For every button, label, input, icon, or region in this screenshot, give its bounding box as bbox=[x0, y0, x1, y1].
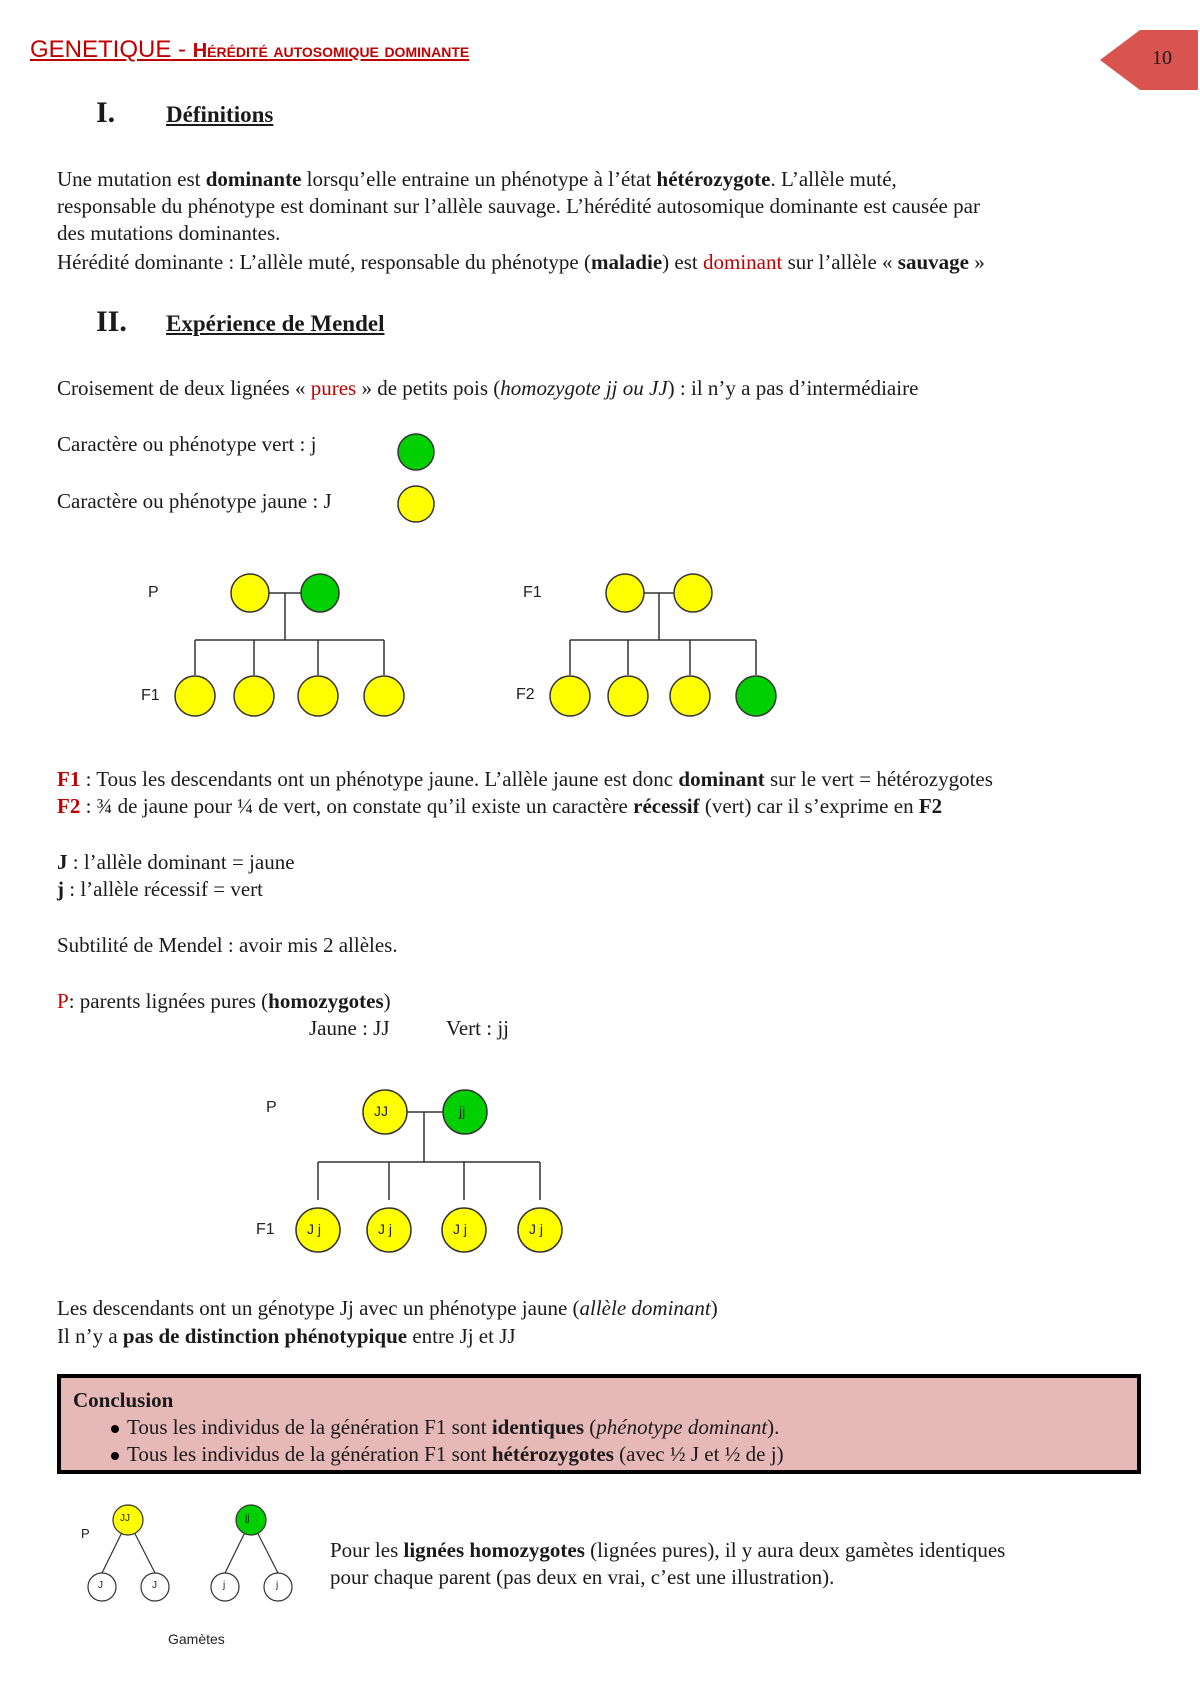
parent-yellow bbox=[231, 574, 269, 612]
yellow-pea-icon bbox=[395, 483, 437, 525]
f1-parent-yellow bbox=[606, 574, 644, 612]
f1-child bbox=[298, 676, 338, 716]
conclusion-bullet-1: Tous les individus de la génération F1 sont identiques (phénotype dominant). bbox=[111, 1414, 779, 1441]
page-number: 10 bbox=[1152, 47, 1172, 69]
gametes-diagram bbox=[60, 1498, 320, 1628]
child-Jj-label: J j bbox=[529, 1221, 543, 1237]
genotype-pedigree bbox=[0, 1080, 620, 1270]
f1-child bbox=[234, 676, 274, 716]
section-2-title: Expérience de Mendel bbox=[166, 311, 385, 336]
conclusion-box bbox=[57, 1374, 1141, 1474]
diag2-f2-label: F2 bbox=[516, 686, 535, 703]
pedigree-p-f1 bbox=[175, 574, 404, 716]
gamete-j-label: j bbox=[223, 1580, 226, 1591]
vert-phenotype-line: Caractère ou phénotype vert : j bbox=[57, 432, 317, 456]
node-JJ-label: JJ bbox=[374, 1103, 388, 1119]
node-jj-label: jj bbox=[459, 1103, 466, 1119]
diag2-f1-label: F1 bbox=[523, 584, 542, 601]
f2-child-yellow bbox=[670, 676, 710, 716]
f2-explanation: F2 : ¾ de jaune pour ¼ de vert, on constate qu’il existe un caractère récessif (vert) car il s’exprime en F2 bbox=[57, 794, 943, 818]
bullet-icon bbox=[111, 1425, 119, 1433]
f2-child-yellow bbox=[608, 676, 648, 716]
section-1-title: Définitions bbox=[166, 102, 274, 127]
genotype-vert: Vert : jj bbox=[446, 1016, 509, 1040]
mendel-pedigree-diagrams bbox=[0, 560, 820, 730]
descendants-line-1: Les descendants ont un génotype Jj avec un phénotype jaune (allèle dominant) bbox=[57, 1296, 718, 1320]
pedigree-f1-f2 bbox=[550, 574, 776, 716]
diag1-p-label: P bbox=[148, 584, 159, 601]
conclusion-bullet-2: Tous les individus de la génération F1 sont hétérozygotes (avec ½ J et ½ de j) bbox=[111, 1441, 784, 1468]
f1-child bbox=[175, 676, 215, 716]
child-Jj-label: J j bbox=[307, 1221, 321, 1237]
genotype-jaune: Jaune : JJ bbox=[309, 1016, 390, 1040]
gamete-J-label: J bbox=[98, 1580, 103, 1591]
f1-explanation: F1 : Tous les descendants ont un phénotype jaune. L’allèle jaune est donc dominant sur le vert = hétérozygotes bbox=[57, 767, 993, 791]
page-number-arrow bbox=[1100, 26, 1200, 94]
f1-parent-yellow bbox=[674, 574, 712, 612]
jaune-phenotype-line: Caractère ou phénotype jaune : J bbox=[57, 489, 332, 513]
arrow-shape bbox=[1100, 30, 1198, 90]
conclusion-title: Conclusion bbox=[73, 1388, 174, 1412]
diag4-jj-label: jj bbox=[245, 1513, 250, 1524]
parent-jj bbox=[236, 1505, 266, 1535]
final-line-2: pour chaque parent (pas deux en vrai, c’est une illustration). bbox=[330, 1565, 835, 1589]
page-header: GENETIQUE - Hérédité autosomique dominante bbox=[30, 36, 470, 63]
final-line-1: Pour les lignées homozygotes (lignées pures), il y aura deux gamètes identiques bbox=[330, 1538, 1006, 1562]
header-subtitle: Hérédité autosomique dominante bbox=[192, 40, 470, 62]
gamete-j-label: j bbox=[276, 1580, 279, 1591]
subtilite-line: Subtilité de Mendel : avoir mis 2 allèles. bbox=[57, 933, 398, 957]
section-1-number: I. bbox=[96, 96, 116, 129]
definition-line-3: des mutations dominantes. bbox=[57, 221, 281, 245]
green-pea-icon bbox=[395, 431, 437, 473]
diag1-f1-label: F1 bbox=[141, 687, 160, 704]
definition-line-2: responsable du phénotype est dominant sur l’allèle sauvage. L’hérédité autosomique dominante est causée par bbox=[57, 194, 980, 218]
f1-child bbox=[364, 676, 404, 716]
gamete-J-label: J bbox=[152, 1580, 157, 1591]
f2-child-yellow bbox=[550, 676, 590, 716]
section-2-number: II. bbox=[96, 305, 127, 338]
descendants-line-2: Il n’y a pas de distinction phénotypique entre Jj et JJ bbox=[57, 1324, 516, 1348]
diag4-JJ-label: JJ bbox=[120, 1513, 130, 1524]
J-allele-line: J : l’allèle dominant = jaune bbox=[57, 850, 295, 874]
parent-green bbox=[301, 574, 339, 612]
diag4-p-label: P bbox=[81, 1526, 90, 1541]
j-allele-line: j : l’allèle récessif = vert bbox=[57, 877, 263, 901]
child-Jj-label: J j bbox=[378, 1221, 392, 1237]
croisement-line: Croisement de deux lignées « pures » de petits pois (homozygote jj ou JJ) : il n’y a pas d’intermédiaire bbox=[57, 376, 919, 400]
f2-child-green bbox=[736, 676, 776, 716]
definition-line-1: Une mutation est dominante lorsqu’elle entraine un phénotype à l’état hétérozygote. L’allèle muté, bbox=[57, 167, 897, 191]
parents-line: P: parents lignées pures (homozygotes) bbox=[57, 989, 391, 1013]
header-genetique: GENETIQUE bbox=[30, 36, 172, 63]
diag3-f1-label: F1 bbox=[256, 1221, 275, 1238]
gametes-label: Gamètes bbox=[168, 1631, 225, 1647]
definition-line-4: Hérédité dominante : L’allèle muté, responsable du phénotype (maladie) est dominant sur l’allèle « sauvage » bbox=[57, 250, 985, 274]
bullet-icon bbox=[111, 1452, 119, 1460]
child-Jj-label: J j bbox=[453, 1221, 467, 1237]
diag3-p-label: P bbox=[266, 1099, 277, 1116]
